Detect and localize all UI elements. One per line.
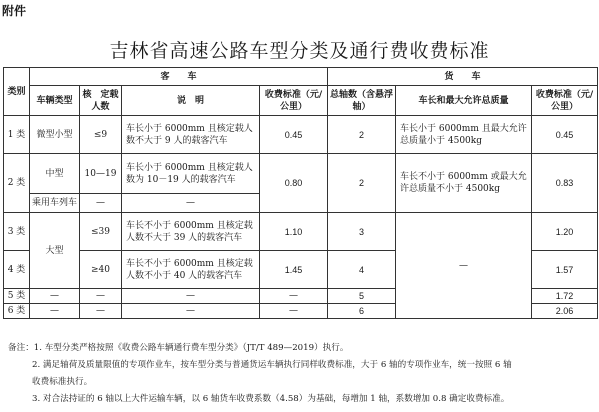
vehicle-type-cell: 乘用车列车 bbox=[30, 194, 80, 213]
header-description: 说 明 bbox=[122, 86, 260, 116]
seats-cell: — bbox=[80, 289, 122, 304]
passenger-rate-cell: 0.80 bbox=[260, 154, 328, 213]
note-2-continued: 收费标准执行。 bbox=[32, 377, 93, 387]
category-cell: 2 类 bbox=[4, 154, 30, 213]
vehicle-type-cell: — bbox=[30, 304, 80, 319]
note-3: 3. 对合法持证的 6 轴以上大件运输车辆，以 6 轴货车收费系数（4.58）为基础，每增加 1 轴，系数增加 0.8 确定收费标准。 bbox=[32, 394, 510, 404]
seats-cell: ≤9 bbox=[80, 116, 122, 154]
vehicle-type-cell: — bbox=[30, 289, 80, 304]
freight-description-cell: — bbox=[396, 213, 532, 319]
passenger-rate-cell: — bbox=[260, 289, 328, 304]
attachment-label: 附件 bbox=[2, 4, 27, 18]
seats-cell: ≥40 bbox=[80, 251, 122, 289]
passenger-rate-cell: 1.45 bbox=[260, 251, 328, 289]
axle-count-cell: 2 bbox=[328, 154, 396, 213]
description-cell: 车长不小于 6000mm 且核定载人数不大于 39 人的载客汽车 bbox=[122, 213, 260, 251]
seats-cell: — bbox=[80, 304, 122, 319]
freight-description-cell: 车长小于 6000mm 且最大允许总质量小于 4500kg bbox=[396, 116, 532, 154]
vehicle-type-cell: 大型 bbox=[30, 213, 80, 289]
header-freight: 货 车 bbox=[328, 68, 598, 86]
freight-rate-cell: 1.20 bbox=[532, 213, 598, 251]
axle-count-cell: 6 bbox=[328, 304, 396, 319]
freight-rate-cell: 1.72 bbox=[532, 289, 598, 304]
passenger-rate-cell: 0.45 bbox=[260, 116, 328, 154]
category-cell: 4 类 bbox=[4, 251, 30, 289]
description-cell: — bbox=[122, 289, 260, 304]
header-length-weight: 车长和最大允许总质量 bbox=[396, 86, 532, 116]
vehicle-type-cell: 中型 bbox=[30, 154, 80, 194]
axle-count-cell: 4 bbox=[328, 251, 396, 289]
toll-standard-table bbox=[3, 67, 598, 319]
header-passenger: 客 车 bbox=[30, 68, 328, 86]
description-cell: 车长小于 6000mm 且核定载人数为 10－19 人的载客汽车 bbox=[122, 154, 260, 194]
seats-cell: — bbox=[80, 194, 122, 213]
category-cell: 5 类 bbox=[4, 289, 30, 304]
table-row bbox=[4, 154, 598, 194]
header-vehicle-type: 车辆类型 bbox=[30, 86, 80, 116]
table-row bbox=[4, 116, 598, 154]
freight-rate-cell: 0.83 bbox=[532, 154, 598, 213]
description-cell: 车长不小于 6000mm 且核定载人数不小于 40 人的载客汽车 bbox=[122, 251, 260, 289]
header-axle-count: 总轴数（含悬浮轴） bbox=[328, 86, 396, 116]
seats-cell: 10—19 bbox=[80, 154, 122, 194]
header-passenger-rate: 收费标准（元/公里） bbox=[260, 86, 328, 116]
freight-rate-cell: 1.57 bbox=[532, 251, 598, 289]
header-category: 类别 bbox=[4, 68, 30, 116]
passenger-rate-cell: — bbox=[260, 304, 328, 319]
axle-count-cell: 2 bbox=[328, 116, 396, 154]
vehicle-type-cell: 微型小型 bbox=[30, 116, 80, 154]
axle-count-cell: 5 bbox=[328, 289, 396, 304]
description-cell: 车长小于 6000mm 且核定载人数不大于 9 人的载客汽车 bbox=[122, 116, 260, 154]
table-row bbox=[4, 213, 598, 251]
note-1: 备注：1. 车型分类严格按照《收费公路车辆通行费车型分类》（JT/T 489—2019）执行。 bbox=[8, 343, 349, 353]
category-cell: 6 类 bbox=[4, 304, 30, 319]
note-2: 2. 满足轴荷及质量限值的专项作业车，按车型分类与普通货运车辆执行同样收费标准，大于 6 轴的专项作业车，统一按照 6 轴 bbox=[32, 360, 512, 370]
header-freight-rate: 收费标准（元/公里） bbox=[532, 86, 598, 116]
axle-count-cell: 3 bbox=[328, 213, 396, 251]
description-cell: — bbox=[122, 304, 260, 319]
passenger-rate-cell: 1.10 bbox=[260, 213, 328, 251]
category-cell: 1 类 bbox=[4, 116, 30, 154]
freight-description-cell: 车长不小于 6000mm 或最大允许总质量不小于 4500kg bbox=[396, 154, 532, 213]
description-cell: — bbox=[122, 194, 260, 213]
category-cell: 3 类 bbox=[4, 213, 30, 251]
notes-section bbox=[8, 340, 596, 408]
document-title: 吉林省高速公路车型分类及通行费收费标准 bbox=[109, 40, 490, 62]
seats-cell: ≤39 bbox=[80, 213, 122, 251]
freight-rate-cell: 0.45 bbox=[532, 116, 598, 154]
freight-rate-cell: 2.06 bbox=[532, 304, 598, 319]
header-rated-seats: 核 定载人数 bbox=[80, 86, 122, 116]
